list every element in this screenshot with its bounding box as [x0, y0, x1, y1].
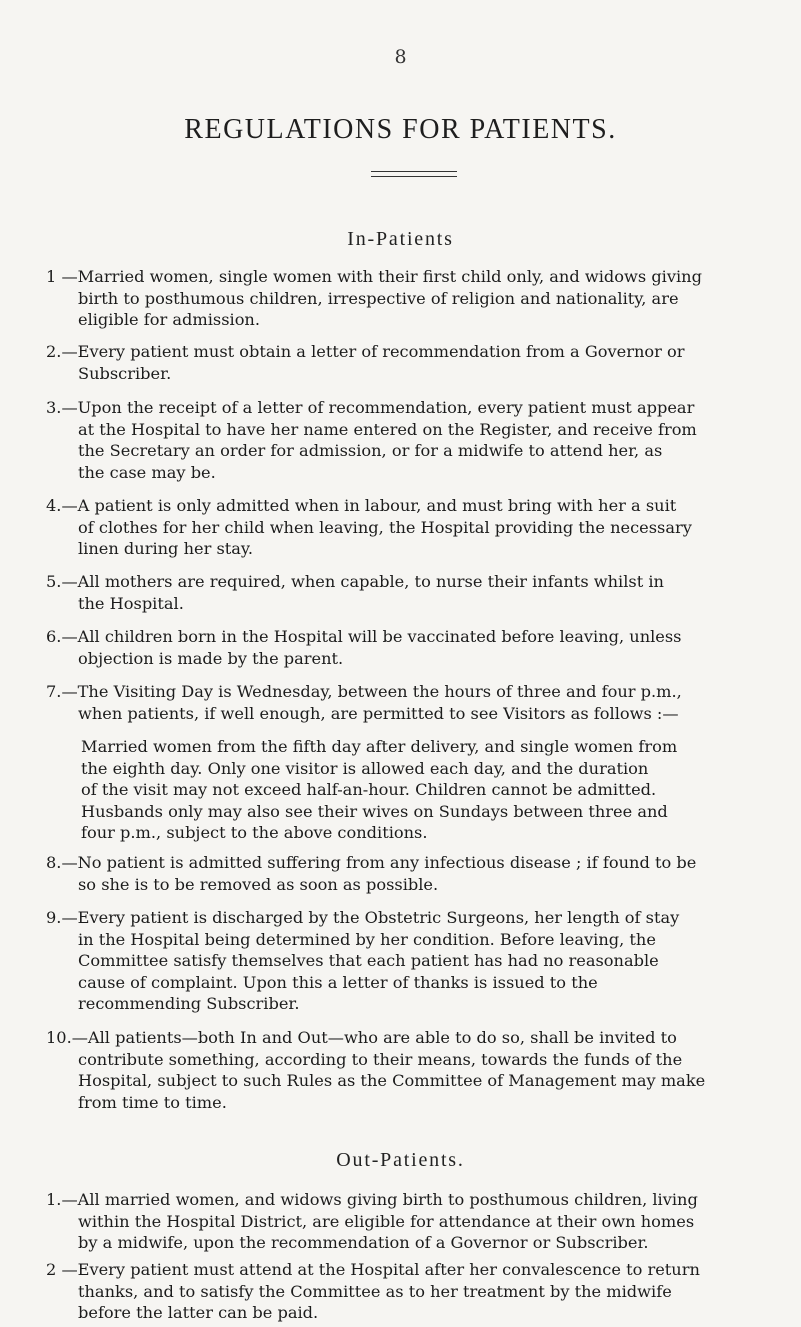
paragraph-line: before the latter can be paid.	[78, 1303, 319, 1323]
paragraph-line: 8.—No patient is admitted suffering from any infectious disease ; if found to be	[46, 853, 697, 872]
paragraph-line: Married women from the fifth day after delivery, and single women from	[81, 737, 678, 756]
paragraph-line: 2 —Every patient must attend at the Hospital after her convalescence to return	[46, 1260, 700, 1279]
page-title: REGULATIONS FOR PATIENTS.	[184, 114, 617, 145]
page-number: 8	[394, 46, 407, 68]
in-patients-item-6	[46, 626, 761, 669]
paragraph-line: 2.—Every patient must obtain a letter of recommendation from a Governor or	[46, 342, 685, 361]
in-patients-item-8	[46, 852, 761, 895]
in-patients-item-10	[46, 1027, 761, 1113]
in-patients-item-2	[46, 341, 761, 384]
paragraph-line: 10.—All patients—both In and Out—who are able to do so, shall be invited to	[46, 1028, 677, 1047]
paragraph-line: 6.—All children born in the Hospital will be vaccinated before leaving, unless	[46, 627, 682, 646]
paragraph-line: recommending Subscriber.	[78, 994, 300, 1014]
paragraph-line: Subscriber.	[78, 363, 172, 383]
paragraph-line: cause of complaint. Upon this a letter of thanks is issued to the	[78, 972, 598, 992]
paragraph-line: at the Hospital to have her name entered on the Register, and receive from	[78, 419, 697, 439]
out-patients-heading: Out-Patients.	[336, 1149, 465, 1171]
paragraph-line: 4.—A patient is only admitted when in labour, and must bring with her a suit	[46, 496, 677, 515]
paragraph-line: thanks, and to satisfy the Committee as to her treatment by the midwife	[78, 1281, 672, 1301]
paragraph-line: in the Hospital being determined by her condition. Before leaving, the	[78, 929, 656, 949]
paragraph-line: the Hospital.	[78, 593, 184, 613]
paragraph-line: 1.—All married women, and widows giving birth to posthumous children, living	[46, 1190, 698, 1209]
paragraph-line: birth to posthumous children, irrespective of religion and nationality, are	[78, 288, 679, 308]
paragraph-line: Husbands only may also see their wives on Sundays between three and	[81, 801, 668, 821]
paragraph-line: eligible for admission.	[78, 310, 261, 330]
paragraph-line: the Secretary an order for admission, or for a midwife to attend her, as	[78, 441, 663, 461]
out-patients-item-2	[46, 1259, 761, 1324]
paragraph-line: by a midwife, upon the recommendation of a Governor or Subscriber.	[78, 1233, 649, 1253]
paragraph-line: the eighth day. Only one visitor is allowed each day, and the duration	[81, 758, 649, 778]
in-patients-item-7	[46, 681, 761, 724]
paragraph-line: the case may be.	[78, 462, 216, 482]
in-patients-item-4	[46, 495, 761, 560]
paragraph-line: four p.m., subject to the above conditions.	[81, 823, 428, 843]
title-divider-upper	[371, 171, 457, 172]
paragraph-line: of the visit may not exceed half-an-hour. Children cannot be admitted.	[81, 780, 657, 800]
paragraph-line: linen during her stay.	[78, 539, 254, 559]
paragraph-line: 9.—Every patient is discharged by the Obstetric Surgeons, her length of stay	[46, 908, 680, 927]
paragraph-line: 5.—All mothers are required, when capable, to nurse their infants whilst in	[46, 572, 664, 591]
in-patients-item-5	[46, 571, 761, 614]
in-patients-item-3	[46, 397, 761, 483]
paragraph-line: objection is made by the parent.	[78, 648, 344, 668]
paragraph-line: from time to time.	[78, 1092, 227, 1112]
paragraph-line: Hospital, subject to such Rules as the Committee of Management may make	[78, 1071, 706, 1091]
in-patients-item-1	[46, 266, 761, 331]
paragraph-line: when patients, if well enough, are permitted to see Visitors as follows :—	[78, 703, 679, 723]
paragraph-line: 7.—The Visiting Day is Wednesday, between the hours of three and four p.m.,	[46, 682, 682, 701]
in-patients-item-9	[46, 907, 761, 1015]
paragraph-line: contribute something, according to their means, towards the funds of the	[78, 1049, 683, 1069]
out-patients-item-1	[46, 1189, 761, 1254]
paragraph-line: Committee satisfy themselves that each patient has had no reasonable	[78, 951, 659, 971]
paragraph-line: so she is to be removed as soon as possible.	[78, 874, 439, 894]
in-patients-heading: In-Patients	[347, 228, 454, 250]
in-patients-item-7-visiting-rules	[81, 736, 764, 844]
paragraph-line: within the Hospital District, are eligible for attendance at their own homes	[78, 1211, 695, 1231]
paragraph-line: of clothes for her child when leaving, the Hospital providing the necessary	[78, 517, 692, 537]
paragraph-line: 1 —Married women, single women with their first child only, and widows giving	[46, 267, 702, 286]
title-divider-lower	[371, 176, 457, 177]
paragraph-line: 3.—Upon the receipt of a letter of recommendation, every patient must appear	[46, 398, 695, 417]
